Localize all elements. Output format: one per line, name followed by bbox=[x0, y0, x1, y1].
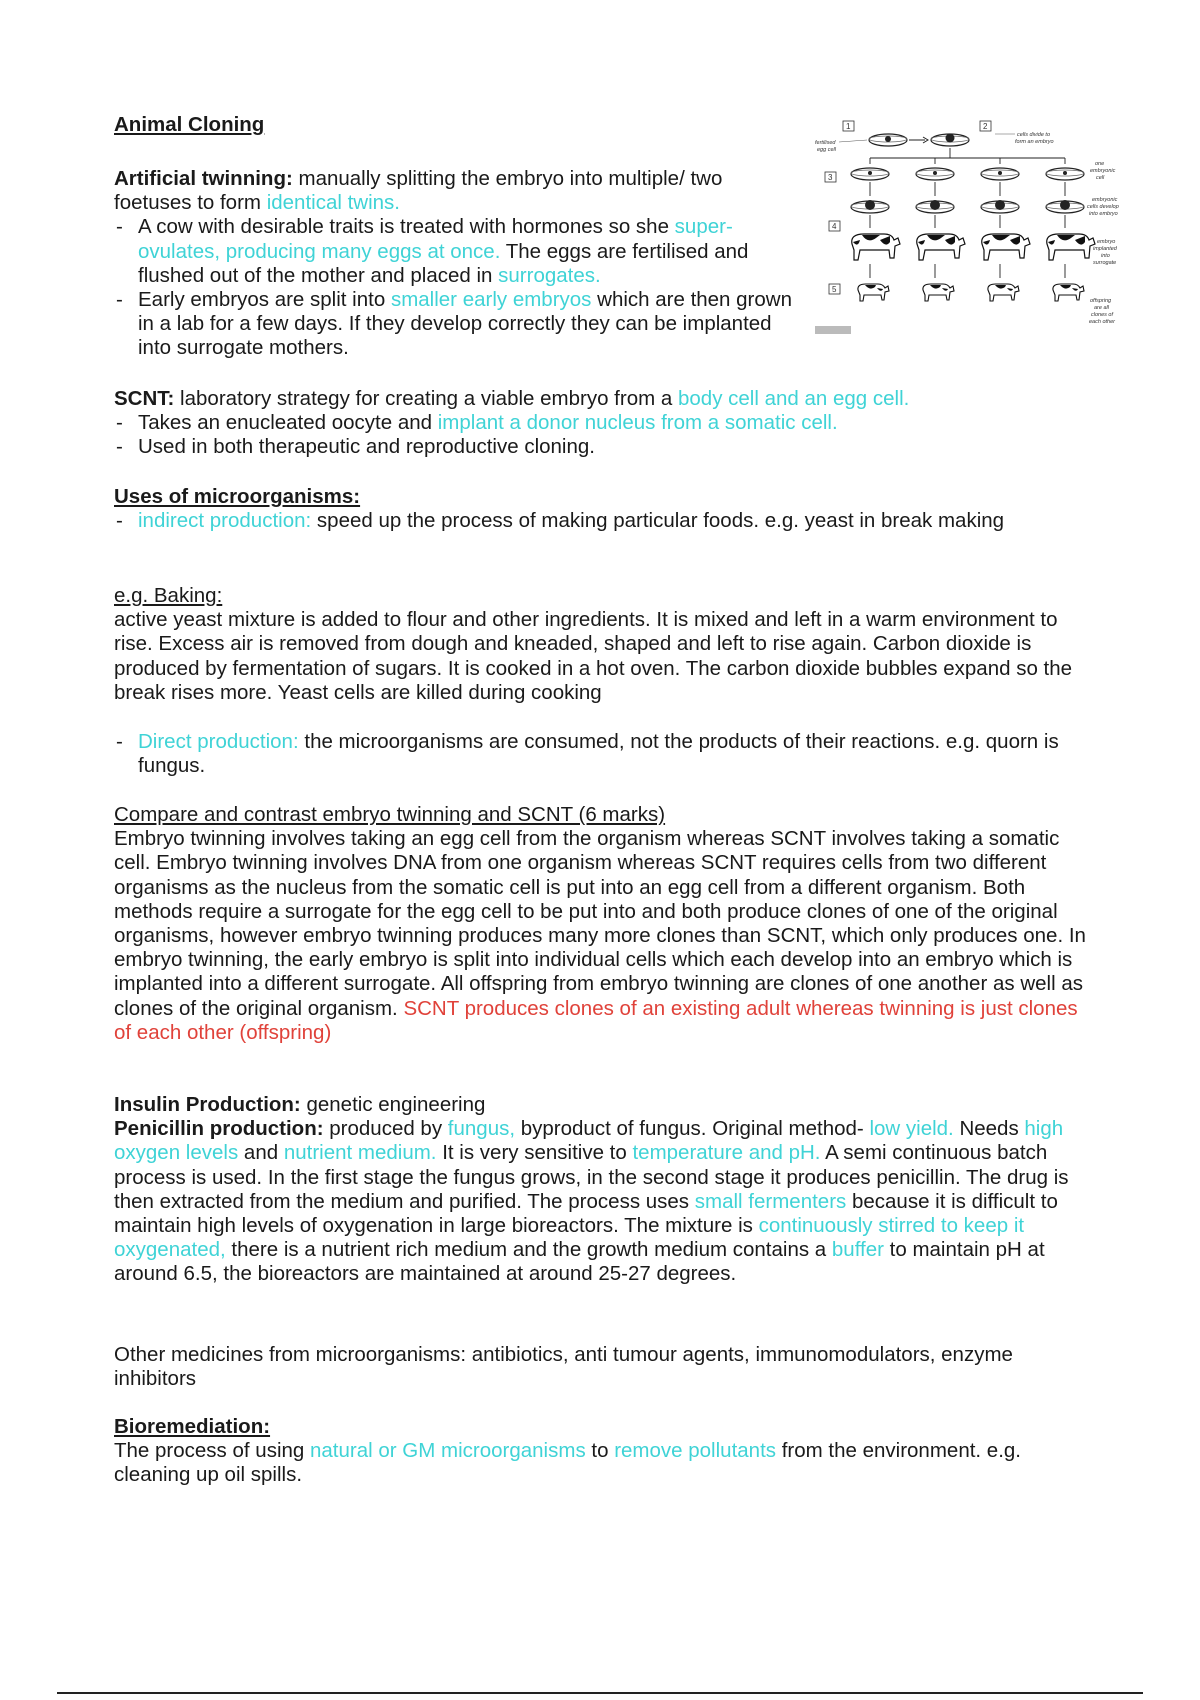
uses-section bbox=[114, 485, 1014, 533]
svg-text:fertilised: fertilised bbox=[815, 140, 836, 146]
scnt-section bbox=[114, 387, 1094, 460]
direct-bullets bbox=[114, 730, 1074, 778]
svg-text:into embryo: into embryo bbox=[1089, 211, 1118, 217]
svg-text:offspring: offspring bbox=[1090, 298, 1112, 304]
split-cells-row bbox=[851, 168, 1084, 180]
svg-text:clones of: clones of bbox=[1091, 312, 1114, 318]
list-item: - Used in both therapeutic and reproductive cloning. bbox=[114, 435, 1094, 459]
insulin-line: Insulin Production: genetic engineering bbox=[114, 1093, 486, 1116]
list-item: - Takes an enucleated oocyte and implant a donor nucleus from a somatic cell. bbox=[114, 411, 1094, 435]
twinning-section bbox=[114, 167, 804, 361]
svg-text:cell: cell bbox=[1096, 175, 1105, 181]
scnt-definition: SCNT: laboratory strategy for creating a viable embryo from a body cell and an egg cell. bbox=[114, 387, 910, 410]
fertilised-egg-dish bbox=[869, 134, 907, 146]
production-section bbox=[114, 1093, 1094, 1287]
other-medicines: Other medicines from microorganisms: antibiotics, anti tumour agents, immunomodulators, enzyme inhibitors bbox=[114, 1343, 1013, 1391]
list-item: - A cow with desirable traits is treated with hormones so she super-ovulates, producing many eggs at once. The eggs are fertilised and flushed out of the mother and placed in surrogates. bbox=[114, 215, 804, 288]
svg-text:each other: each other bbox=[1089, 319, 1115, 325]
footer-divider bbox=[57, 1692, 1143, 1694]
page-title: Animal Cloning bbox=[114, 113, 265, 136]
step-markers bbox=[825, 121, 991, 294]
embryo-twinning-diagram bbox=[815, 112, 1119, 338]
twinning-definition: Artificial twinning: manually splitting the embryo into multiple/ two foetuses to form identical twins. bbox=[114, 167, 723, 215]
compare-section bbox=[114, 803, 1094, 1045]
bioremediation-text: The process of using natural or GM microorganisms to remove pollutants from the environment. e.g. cleaning up oil spills. bbox=[114, 1439, 1021, 1487]
compare-text: Embryo twinning involves taking an egg cell from the organism whereas SCNT involves taking a somatic cell. Embryo twinning involves DNA from one organism whereas SCNT requires cells from two different organisms as the nucleus from the somatic cell is put into an egg cell from a different organism. Both methods require a surrogate for the egg cell to be put into and both produce clones of one of the original organisms, however embryo twinning produces many more clones than SCNT, which only produces one. In embryo twinning, the early embryo is split into individual cells which each develop into an embryo which is implanted into a different surrogate. All offspring from embryo twinning are clones of one another as well as clones of the original organism. SCNT produces clones of an existing adult whereas twinning is just clones of each other (offspring) bbox=[114, 827, 1086, 1044]
svg-text:embryonic: embryonic bbox=[1090, 168, 1116, 174]
embryo-dish bbox=[931, 134, 969, 147]
svg-text:surrogate: surrogate bbox=[1093, 260, 1117, 266]
svg-text:egg cell: egg cell bbox=[817, 147, 836, 153]
diagram-scale-bar bbox=[815, 326, 851, 334]
list-item: - Direct production: the microorganisms are consumed, not the products of their reactions. e.g. quorn is fungus. bbox=[114, 730, 1074, 778]
svg-text:one: one bbox=[1095, 161, 1105, 167]
bioremediation-section bbox=[114, 1415, 1094, 1488]
baking-text: active yeast mixture is added to flour and other ingredients. It is mixed and left in a warm environment to rise. Excess air is removed from dough and kneaded, shaped and left to rise again. Carbon dioxide is produced by fermentation of sugars. It is cooked in a hot oven. The carbon dioxide bubbles expand so the break rises more. Yeast cells are killed during cooking bbox=[114, 608, 1073, 704]
twinning-bullets bbox=[114, 215, 804, 360]
list-item: - indirect production: speed up the process of making particular foods. e.g. yeast in break making bbox=[114, 509, 1014, 533]
scnt-bullets bbox=[114, 411, 1094, 459]
uses-bullets bbox=[114, 509, 1014, 533]
svg-text:cells develop: cells develop bbox=[1087, 204, 1119, 210]
surrogate-cows bbox=[852, 234, 1095, 260]
svg-text:embryo: embryo bbox=[1097, 239, 1116, 245]
svg-text:into: into bbox=[1101, 253, 1110, 259]
list-item: - Early embryos are split into smaller early embryos which are then grown in a lab for a few days. If they develop correctly they can be implanted into surrogate mothers. bbox=[114, 288, 804, 361]
svg-text:2: 2 bbox=[983, 122, 988, 131]
svg-text:cells divide to: cells divide to bbox=[1017, 132, 1051, 138]
svg-text:embryonic: embryonic bbox=[1092, 197, 1118, 203]
embryo-row bbox=[851, 200, 1084, 213]
svg-text:3: 3 bbox=[828, 173, 833, 182]
svg-text:1: 1 bbox=[846, 122, 851, 131]
direct-section bbox=[114, 730, 1074, 778]
baking-section bbox=[114, 584, 1074, 705]
bioremediation-heading: Bioremediation: bbox=[114, 1415, 271, 1438]
penicillin-text: Penicillin production: produced by fungus, byproduct of fungus. Original method- low yield. Needs high oxygen levels and nutrient medium. It is very sensitive to temperature and pH. A semi continuous batch process is used. In the first stage the fungus grows, in the second stage it produces penicillin. The drug is then extracted from the medium and purified. The process uses small fermenters because it is difficult to maintain high levels of oxygenation in large bioreactors. The mixture is continuously stirred to keep it oxygenated, there is a nutrient rich medium and the growth medium contains a buffer to maintain pH at around 6.5, the bioreactors are maintained at around 25-27 degrees. bbox=[114, 1117, 1069, 1286]
svg-text:implanted: implanted bbox=[1093, 246, 1117, 252]
offspring-calves bbox=[858, 284, 1084, 301]
baking-heading: e.g. Baking: bbox=[114, 584, 223, 607]
compare-heading: Compare and contrast embryo twinning and SCNT (6 marks) bbox=[114, 803, 666, 826]
svg-text:are all: are all bbox=[1094, 305, 1109, 311]
svg-text:5: 5 bbox=[832, 285, 837, 294]
svg-text:form an embryo: form an embryo bbox=[1015, 139, 1054, 145]
svg-text:4: 4 bbox=[832, 222, 837, 231]
uses-heading: Uses of microorganisms: bbox=[114, 485, 361, 508]
